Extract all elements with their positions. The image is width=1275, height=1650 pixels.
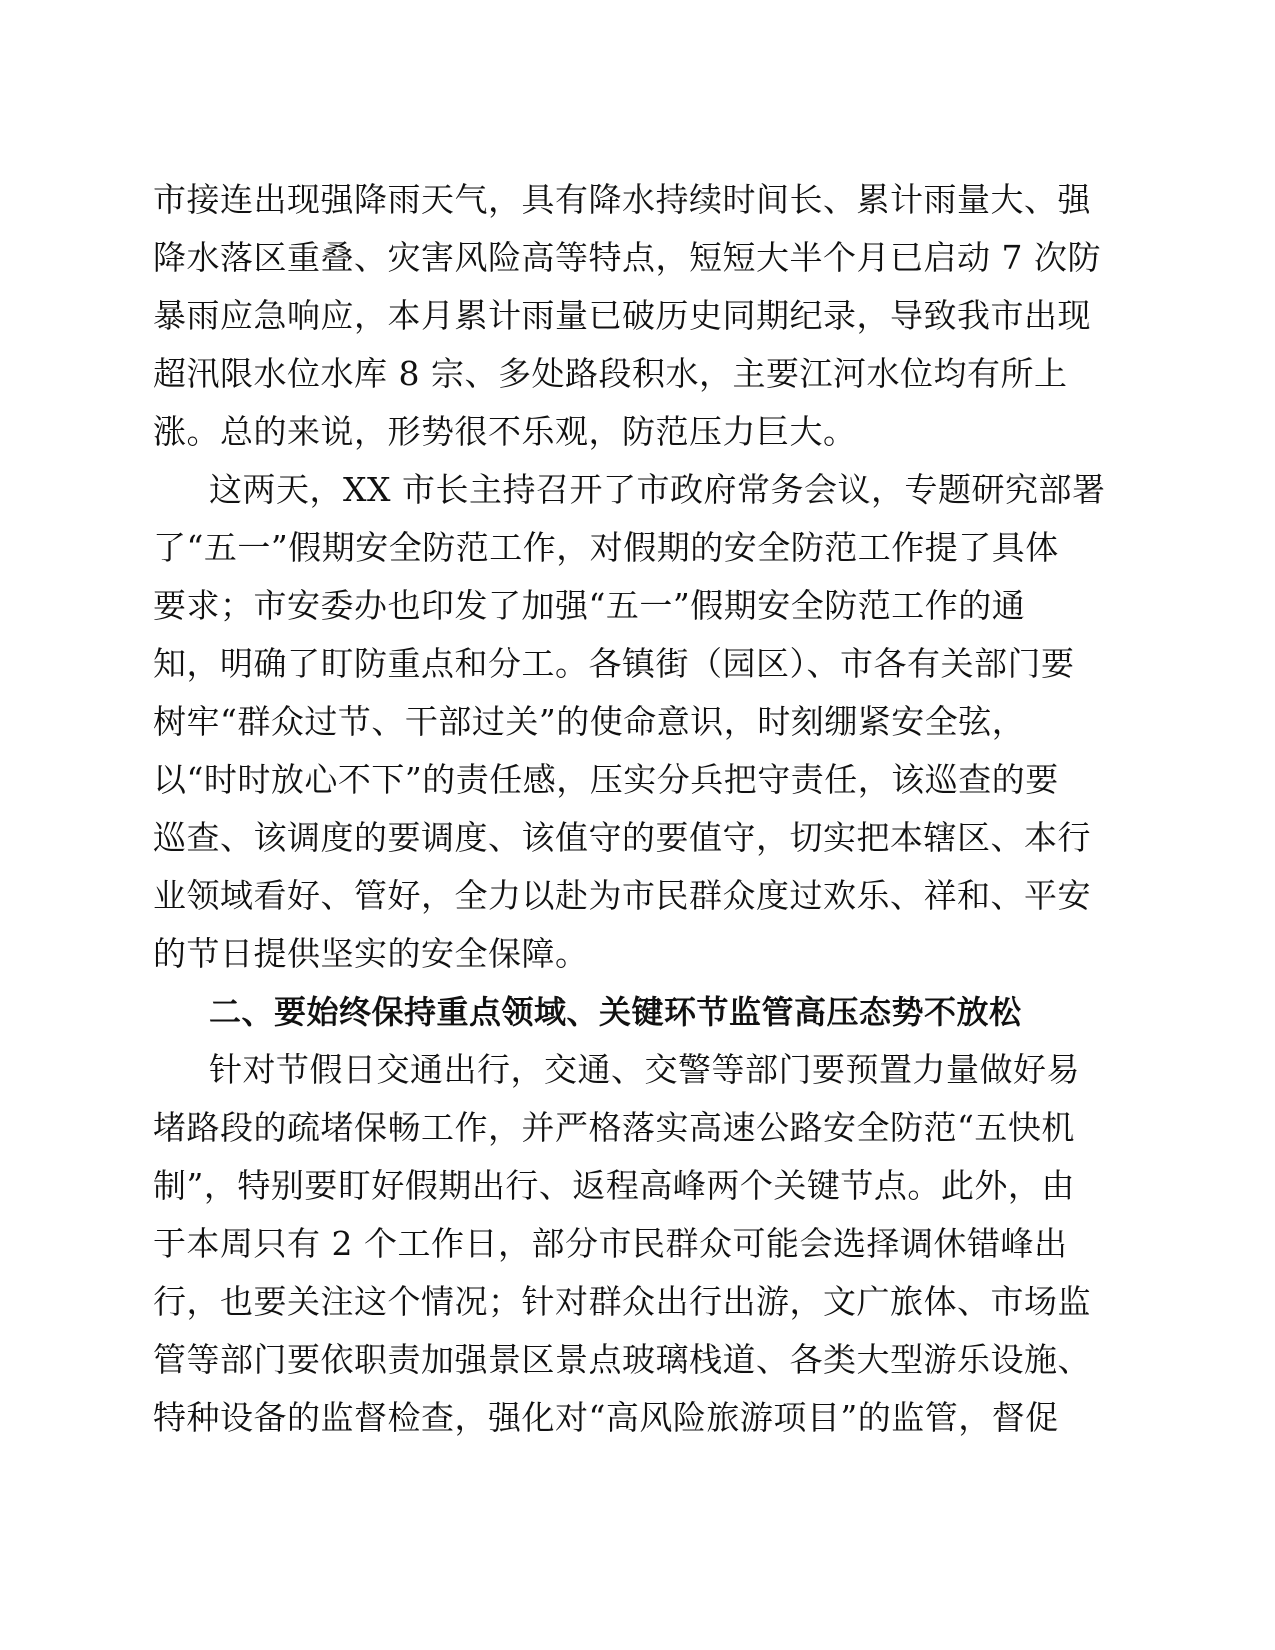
section-heading: 二、要始终保持重点领域、关键环节监管高压态势不放松 bbox=[209, 993, 1022, 1031]
body-text-line: 巡查、该调度的要调度、该值守的要值守，切实把本辖区、本行 bbox=[153, 818, 1091, 857]
body-text-line: 管等部门要依职责加强景区景点玻璃栈道、各类大型游乐设施、 bbox=[153, 1340, 1091, 1379]
body-text-line: 涨。总的来说，形势很不乐观，防范压力巨大。 bbox=[153, 412, 857, 451]
body-text-line: 特种设备的监督检查，强化对“高风险旅游项目”的监管，督促 bbox=[153, 1398, 1059, 1437]
body-text-line: 暴雨应急响应，本月累计雨量已破历史同期纪录，导致我市出现 bbox=[153, 296, 1091, 335]
body-text-line: 树牢“群众过节、干部过关”的使命意识，时刻绷紧安全弦， bbox=[153, 702, 1026, 741]
body-text-line: 的节日提供坚实的安全保障。 bbox=[153, 934, 589, 973]
body-text-line: 知，明确了盯防重点和分工。各镇街（园区）、市各有关部门要 bbox=[153, 644, 1075, 683]
body-text-line: 业领域看好、管好，全力以赴为市民群众度过欢乐、祥和、平安 bbox=[153, 876, 1091, 915]
body-text-line: 降水落区重叠、灾害风险高等特点，短短大半个月已启动 7 次防 bbox=[153, 238, 1101, 277]
body-text-line: 制”，特别要盯好假期出行、返程高峰两个关键节点。此外，由 bbox=[153, 1166, 1075, 1205]
body-text-line: 市接连出现强降雨天气，具有降水持续时间长、累计雨量大、强 bbox=[153, 180, 1091, 219]
body-text-line: 行，也要关注这个情况；针对群众出行出游，文广旅体、市场监 bbox=[153, 1282, 1091, 1321]
body-text-line: 超汛限水位水库 8 宗、多处路段积水，主要江河水位均有所上 bbox=[153, 354, 1068, 393]
paragraph-first-line: 针对节假日交通出行，交通、交警等部门要预置力量做好易 bbox=[209, 1050, 1080, 1089]
body-text-line: 要求；市安委办也印发了加强“五一”假期安全防范工作的通 bbox=[153, 586, 1026, 625]
body-text-line: 于本周只有 2 个工作日，部分市民群众可能会选择调休错峰出 bbox=[153, 1224, 1068, 1263]
body-text-line: 以“时时放心不下”的责任感，压实分兵把守责任，该巡查的要 bbox=[153, 760, 1059, 799]
body-text-line: 堵路段的疏堵保畅工作，并严格落实高速公路安全防范“五快机 bbox=[153, 1108, 1075, 1147]
paragraph-first-line: 这两天，XX 市长主持召开了市政府常务会议，专题研究部署 bbox=[209, 470, 1106, 509]
body-text-line: 了“五一”假期安全防范工作，对假期的安全防范工作提了具体 bbox=[153, 528, 1059, 567]
